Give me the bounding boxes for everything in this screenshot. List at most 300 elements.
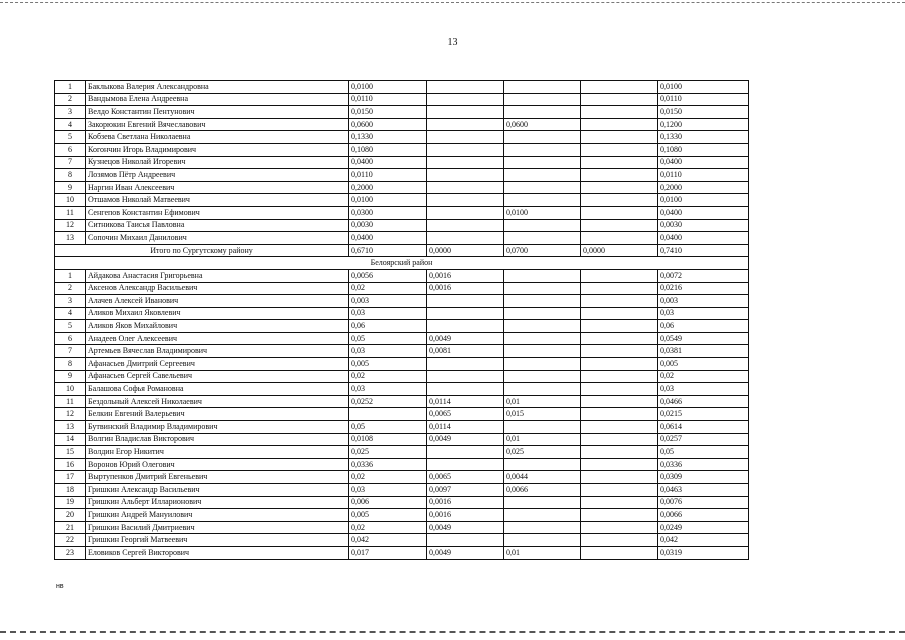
row-number: 1 [55,81,86,94]
value-3 [504,345,581,358]
value-4 [581,232,658,245]
value-2 [427,320,504,333]
row-number: 5 [55,131,86,144]
row-total: 0,0257 [658,433,749,446]
value-2 [427,131,504,144]
table-row [55,232,749,245]
value-2 [427,307,504,320]
person-name: Гришкин Андрей Мануилович [86,509,349,522]
table-row [55,433,749,446]
row-number: 10 [55,194,86,207]
person-name: Ситникова Таисья Павловна [86,219,349,232]
value-3 [504,219,581,232]
value-1: 0,0110 [349,169,427,182]
table-row [55,282,749,295]
value-4 [581,408,658,421]
row-total: 0,1080 [658,143,749,156]
section-row [55,257,749,270]
value-2: 0,0049 [427,521,504,534]
value-1: 0,0108 [349,433,427,446]
row-number: 21 [55,521,86,534]
table-body [55,81,749,560]
value-1: 0,03 [349,383,427,396]
person-name: Балашова Софья Романовна [86,383,349,396]
value-3 [504,93,581,106]
row-number: 12 [55,408,86,421]
value-1: 0,02 [349,370,427,383]
value-3 [504,496,581,509]
person-name: Белкин Евгений Валерьевич [86,408,349,421]
subtotal-row [55,244,749,257]
row-number: 13 [55,421,86,434]
person-name: Воронов Юрий Олегович [86,458,349,471]
value-3: 0,0066 [504,484,581,497]
person-name: Аликов Яков Михайлович [86,320,349,333]
value-1 [349,408,427,421]
value-3 [504,307,581,320]
value-4 [581,521,658,534]
row-total: 0,003 [658,295,749,308]
value-2: 0,0016 [427,282,504,295]
value-1: 0,1080 [349,143,427,156]
subtotal-v3: 0,0700 [504,244,581,257]
value-3 [504,320,581,333]
row-total: 0,0463 [658,484,749,497]
value-3 [504,521,581,534]
person-name: Анадеев Олег Алексеевич [86,332,349,345]
value-4 [581,458,658,471]
table-row [55,546,749,559]
table-row [55,93,749,106]
value-4 [581,433,658,446]
person-name: Велдо Константин Пентунович [86,106,349,119]
value-3 [504,458,581,471]
row-total: 0,0400 [658,156,749,169]
value-3: 0,0600 [504,118,581,131]
row-number: 12 [55,219,86,232]
value-3 [504,106,581,119]
person-name: Когончин Игорь Владимирович [86,143,349,156]
table-row [55,484,749,497]
value-3 [504,421,581,434]
person-name: Алачев Алексей Иванович [86,295,349,308]
row-total: 0,0030 [658,219,749,232]
value-3 [504,194,581,207]
value-4 [581,395,658,408]
row-total: 0,0614 [658,421,749,434]
row-number: 8 [55,169,86,182]
value-2: 0,0016 [427,509,504,522]
row-total: 0,05 [658,446,749,459]
table-row [55,194,749,207]
value-2: 0,0049 [427,546,504,559]
table-row [55,143,749,156]
value-2: 0,0114 [427,395,504,408]
person-name: Волдин Егор Никитич [86,446,349,459]
value-2 [427,295,504,308]
table-row [55,219,749,232]
person-name: Наргин Иван Алексеевич [86,181,349,194]
value-4 [581,131,658,144]
row-number: 18 [55,484,86,497]
value-2: 0,0114 [427,421,504,434]
value-2 [427,169,504,182]
value-4 [581,471,658,484]
person-name: Бездольный Алексей Николаевич [86,395,349,408]
value-1: 0,06 [349,320,427,333]
row-total: 0,0100 [658,194,749,207]
value-2 [427,446,504,459]
value-3 [504,81,581,94]
value-4 [581,295,658,308]
value-1: 0,02 [349,521,427,534]
person-name: Лозямов Пётр Андреевич [86,169,349,182]
value-1: 0,02 [349,282,427,295]
value-2: 0,0081 [427,345,504,358]
row-total: 0,0309 [658,471,749,484]
value-1: 0,0336 [349,458,427,471]
value-4 [581,81,658,94]
row-total: 0,0336 [658,458,749,471]
row-number: 1 [55,269,86,282]
value-2: 0,0065 [427,471,504,484]
table-row [55,458,749,471]
value-2 [427,370,504,383]
value-2: 0,0049 [427,433,504,446]
value-3: 0,0044 [504,471,581,484]
value-1: 0,0030 [349,219,427,232]
value-1: 0,017 [349,546,427,559]
person-name: Гришкин Александр Васильевич [86,484,349,497]
value-4 [581,269,658,282]
value-2 [427,383,504,396]
value-2 [427,232,504,245]
row-number: 16 [55,458,86,471]
value-3 [504,383,581,396]
value-4 [581,219,658,232]
value-4 [581,383,658,396]
value-4 [581,307,658,320]
row-total: 0,0072 [658,269,749,282]
row-number: 23 [55,546,86,559]
table-row [55,106,749,119]
value-2 [427,358,504,371]
value-1: 0,005 [349,509,427,522]
value-4 [581,496,658,509]
value-1: 0,05 [349,421,427,434]
value-2 [427,156,504,169]
row-total: 0,0076 [658,496,749,509]
row-total: 0,0319 [658,546,749,559]
value-2 [427,143,504,156]
row-number: 2 [55,93,86,106]
value-3 [504,232,581,245]
value-1: 0,0400 [349,232,427,245]
value-4 [581,320,658,333]
value-4 [581,106,658,119]
row-total: 0,03 [658,383,749,396]
value-1: 0,1330 [349,131,427,144]
person-name: Еловиков Сергей Викторович [86,546,349,559]
value-1: 0,006 [349,496,427,509]
value-2: 0,0049 [427,332,504,345]
value-4 [581,118,658,131]
table-row [55,509,749,522]
table-row [55,358,749,371]
row-number: 9 [55,370,86,383]
person-name: Афанасьев Дмитрий Сергеевич [86,358,349,371]
value-2 [427,206,504,219]
row-number: 4 [55,118,86,131]
subtotal-label: Итого по Сургутскому району [55,244,349,257]
value-4 [581,181,658,194]
person-name: Сенгепов Константин Ефимович [86,206,349,219]
table-row [55,421,749,434]
footer-mark: нв [56,583,64,590]
value-4 [581,93,658,106]
value-3: 0,0100 [504,206,581,219]
person-name: Гришкин Василий Дмитриевич [86,521,349,534]
value-3 [504,169,581,182]
person-name: Айдакова Анастасия Григорьевна [86,269,349,282]
person-name: Гришкин Альберт Илларионович [86,496,349,509]
person-name: Афанасьев Сергей Савельевич [86,370,349,383]
scan-edge-bottom [0,631,905,633]
row-total: 0,02 [658,370,749,383]
row-total: 0,1200 [658,118,749,131]
table-row [55,131,749,144]
table-row [55,206,749,219]
person-name: Отшамов Николай Матвеевич [86,194,349,207]
row-number: 11 [55,395,86,408]
row-number: 15 [55,446,86,459]
row-number: 3 [55,295,86,308]
row-number: 20 [55,509,86,522]
row-number: 10 [55,383,86,396]
row-total: 0,0249 [658,521,749,534]
value-3 [504,269,581,282]
person-name: Аликов Михаил Яковлевич [86,307,349,320]
row-number: 6 [55,332,86,345]
row-total: 0,0150 [658,106,749,119]
value-2: 0,0016 [427,269,504,282]
table-row [55,295,749,308]
value-3 [504,143,581,156]
table-row [55,496,749,509]
table-row [55,534,749,547]
table-row [55,156,749,169]
row-total: 0,03 [658,307,749,320]
value-1: 0,0600 [349,118,427,131]
value-1: 0,025 [349,446,427,459]
row-total: 0,0549 [658,332,749,345]
scan-edge-top [0,2,905,3]
section-title: Белоярский район [55,257,749,270]
value-1: 0,0252 [349,395,427,408]
table-row [55,408,749,421]
person-name: Аксенов Александр Васильевич [86,282,349,295]
value-3 [504,370,581,383]
value-4 [581,370,658,383]
value-4 [581,169,658,182]
value-1: 0,0300 [349,206,427,219]
row-total: 0,0215 [658,408,749,421]
row-number: 13 [55,232,86,245]
value-4 [581,282,658,295]
value-3: 0,01 [504,395,581,408]
person-name: Закорюкин Евгений Вячеславович [86,118,349,131]
value-1: 0,0100 [349,81,427,94]
value-1: 0,042 [349,534,427,547]
row-number: 5 [55,320,86,333]
value-4 [581,421,658,434]
value-4 [581,194,658,207]
row-number: 7 [55,345,86,358]
value-2 [427,219,504,232]
row-number: 4 [55,307,86,320]
person-name: Вандымова Елена Андреевна [86,93,349,106]
subtotal-v1: 0,6710 [349,244,427,257]
row-total: 0,06 [658,320,749,333]
person-name: Кобзева Светлана Николаевна [86,131,349,144]
row-total: 0,0381 [658,345,749,358]
value-3 [504,332,581,345]
row-total: 0,042 [658,534,749,547]
table-row [55,181,749,194]
value-2 [427,81,504,94]
table-row [55,269,749,282]
row-number: 8 [55,358,86,371]
person-name: Бутвинский Владимир Владимирович [86,421,349,434]
person-name: Кузнецов Николай Игоревич [86,156,349,169]
value-4 [581,509,658,522]
allocation-table [54,80,749,560]
value-3 [504,509,581,522]
row-number: 6 [55,143,86,156]
value-3 [504,295,581,308]
value-2 [427,458,504,471]
value-1: 0,02 [349,471,427,484]
value-3: 0,01 [504,433,581,446]
row-total: 0,0110 [658,169,749,182]
value-1: 0,03 [349,307,427,320]
row-number: 17 [55,471,86,484]
row-total: 0,0066 [658,509,749,522]
value-3 [504,534,581,547]
page-number: 13 [447,37,458,48]
subtotal-v2: 0,0000 [427,244,504,257]
row-total: 0,0110 [658,93,749,106]
value-1: 0,03 [349,484,427,497]
value-1: 0,005 [349,358,427,371]
value-1: 0,0100 [349,194,427,207]
value-4 [581,546,658,559]
value-1: 0,03 [349,345,427,358]
value-1: 0,0400 [349,156,427,169]
person-name: Выртупенков Дмитрий Евгеньевич [86,471,349,484]
row-total: 0,0216 [658,282,749,295]
row-total: 0,0400 [658,206,749,219]
value-3 [504,282,581,295]
row-number: 19 [55,496,86,509]
value-3 [504,156,581,169]
table-row [55,370,749,383]
table-row [55,345,749,358]
value-3 [504,131,581,144]
value-3 [504,358,581,371]
table-row [55,446,749,459]
table-row [55,383,749,396]
table-row [55,307,749,320]
value-2 [427,106,504,119]
value-4 [581,446,658,459]
value-3 [504,181,581,194]
value-1: 0,0110 [349,93,427,106]
value-2 [427,93,504,106]
table-row [55,169,749,182]
value-1: 0,0056 [349,269,427,282]
value-2 [427,194,504,207]
value-2 [427,118,504,131]
row-total: 0,0100 [658,81,749,94]
table-row [55,332,749,345]
value-1: 0,05 [349,332,427,345]
person-name: Гришкин Георгий Матвеевич [86,534,349,547]
value-4 [581,484,658,497]
row-number: 3 [55,106,86,119]
row-number: 22 [55,534,86,547]
person-name: Артемьев Вячеслав Владимирович [86,345,349,358]
value-1: 0,2000 [349,181,427,194]
value-4 [581,358,658,371]
table-row [55,81,749,94]
subtotal-v4: 0,0000 [581,244,658,257]
value-4 [581,332,658,345]
value-2: 0,0016 [427,496,504,509]
row-total: 0,005 [658,358,749,371]
table-row [55,521,749,534]
value-4 [581,345,658,358]
value-2 [427,181,504,194]
value-4 [581,206,658,219]
table-row [55,118,749,131]
person-name: Сопочин Михаил Данилович [86,232,349,245]
table-row [55,395,749,408]
row-number: 2 [55,282,86,295]
row-number: 14 [55,433,86,446]
row-number: 7 [55,156,86,169]
value-3: 0,015 [504,408,581,421]
value-4 [581,156,658,169]
row-total: 0,0400 [658,232,749,245]
subtotal-total: 0,7410 [658,244,749,257]
value-1: 0,0150 [349,106,427,119]
value-4 [581,534,658,547]
row-total: 0,0466 [658,395,749,408]
row-total: 0,2000 [658,181,749,194]
value-4 [581,143,658,156]
person-name: Баклыкова Валерия Александровна [86,81,349,94]
row-number: 11 [55,206,86,219]
value-3: 0,01 [504,546,581,559]
value-1: 0,003 [349,295,427,308]
table-row [55,471,749,484]
value-2: 0,0097 [427,484,504,497]
value-3: 0,025 [504,446,581,459]
row-number: 9 [55,181,86,194]
person-name: Волгин Владислав Викторович [86,433,349,446]
row-total: 0,1330 [658,131,749,144]
